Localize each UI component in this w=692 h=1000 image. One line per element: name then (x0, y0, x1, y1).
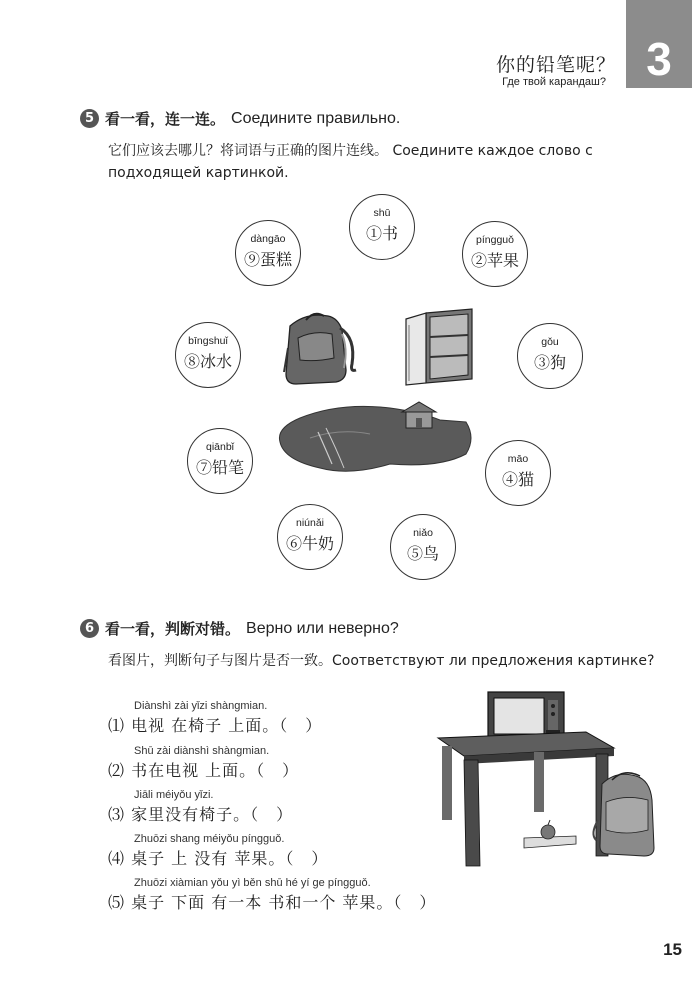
hanzi: ⑵ 书在电视 上面。（ ） (108, 761, 300, 780)
hanzi: ⑴ 电视 在椅子 上面。（ ） (108, 716, 323, 735)
word-circle-niao[interactable] (390, 514, 456, 580)
exercise-6-heading (80, 618, 399, 639)
pinyin: niúnǎi (295, 517, 325, 529)
word-circle-dangao[interactable] (235, 220, 301, 286)
pinyin: gǒu (541, 336, 559, 348)
sentence-4 (108, 833, 328, 869)
exercise-number-badge: 6 (80, 619, 99, 638)
word-circle-qianbi[interactable] (187, 428, 253, 494)
hanzi: ⑶ 家里没有椅子。（ ） (108, 805, 294, 824)
pinyin: Jiāli méiyǒu yǐzi. (134, 789, 214, 801)
pinyin: Diànshì zài yǐzi shàngmian. (134, 700, 268, 712)
hanzi: ⑨蛋糕 (243, 250, 292, 269)
hanzi: ④猫 (501, 470, 534, 489)
pond-illustration (270, 398, 480, 480)
hanzi: ①书 (365, 224, 398, 243)
hanzi: ⑥牛奶 (285, 534, 334, 553)
sentence-2 (108, 745, 299, 781)
word-circle-niunai[interactable] (277, 504, 343, 570)
exercise-title-ru: Верно или неверно? (246, 619, 399, 637)
exercise-number-badge: 5 (80, 109, 99, 128)
word-circle-shu[interactable] (349, 194, 415, 260)
hanzi: ③狗 (533, 353, 566, 372)
page-number: 15 (663, 940, 682, 959)
pinyin: Shū zài diànshì shàngmian. (134, 745, 270, 757)
pinyin: niǎo (413, 527, 433, 539)
refrigerator-illustration (400, 305, 476, 387)
pinyin: qiānbǐ (205, 441, 235, 453)
word-circle-mao[interactable] (485, 440, 551, 506)
sentence-3 (108, 789, 293, 825)
unit-subtitle: Где твой карандаш? (502, 76, 606, 88)
pinyin: shū (373, 207, 391, 219)
exercise-title-ru: Соедините правильно. (231, 109, 401, 127)
word-circle-gou[interactable] (517, 323, 583, 389)
hanzi: ⑧冰水 (183, 352, 232, 371)
sentence-5 (108, 877, 436, 913)
hanzi: ⑦铅笔 (195, 458, 244, 477)
exercise-5-instructions (108, 140, 668, 184)
exercise-title-zh: 看一看，判断对错。 (105, 620, 241, 638)
pinyin: bīngshuǐ (188, 335, 228, 347)
word-circle-bingshui[interactable] (175, 322, 241, 388)
unit-number-tab: 3 (626, 0, 692, 88)
exercise-title-zh: 看一看，连一连。 (105, 110, 226, 128)
table-scene-illustration (436, 690, 662, 870)
hanzi: ⑸ 桌子 下面 有一本 书和一个 苹果。（ ） (108, 893, 437, 912)
hanzi: ⑤鸟 (406, 544, 439, 563)
pinyin: dàngāo (250, 233, 286, 245)
sentence-1 (108, 700, 322, 736)
pinyin: píngguǒ (476, 234, 514, 246)
unit-title: 你的铅笔呢？ (495, 54, 616, 76)
word-circle-pingguo[interactable] (462, 221, 528, 287)
instruction-line: подходящей картинкой. (108, 165, 289, 181)
hanzi: ⑷ 桌子 上 没有 苹果。（ ） (108, 849, 329, 868)
instruction-line: 它们应该去哪儿？将词语与正确的图片连线。 Соедините каждое слово с (108, 143, 593, 159)
hanzi: ②苹果 (470, 251, 519, 270)
backpack-illustration (276, 308, 360, 390)
pinyin: Zhuōzi xiàmian yǒu yì běn shū hé yí ge píngguǒ. (134, 877, 371, 889)
pinyin: Zhuōzi shang méiyǒu píngguǒ. (134, 833, 285, 845)
exercise-6-instructions: 看图片，判断句子与图片是否一致。Соответствуют ли предложения картинке? (108, 653, 655, 669)
pinyin: māo (507, 453, 529, 465)
exercise-5-heading (80, 108, 400, 129)
